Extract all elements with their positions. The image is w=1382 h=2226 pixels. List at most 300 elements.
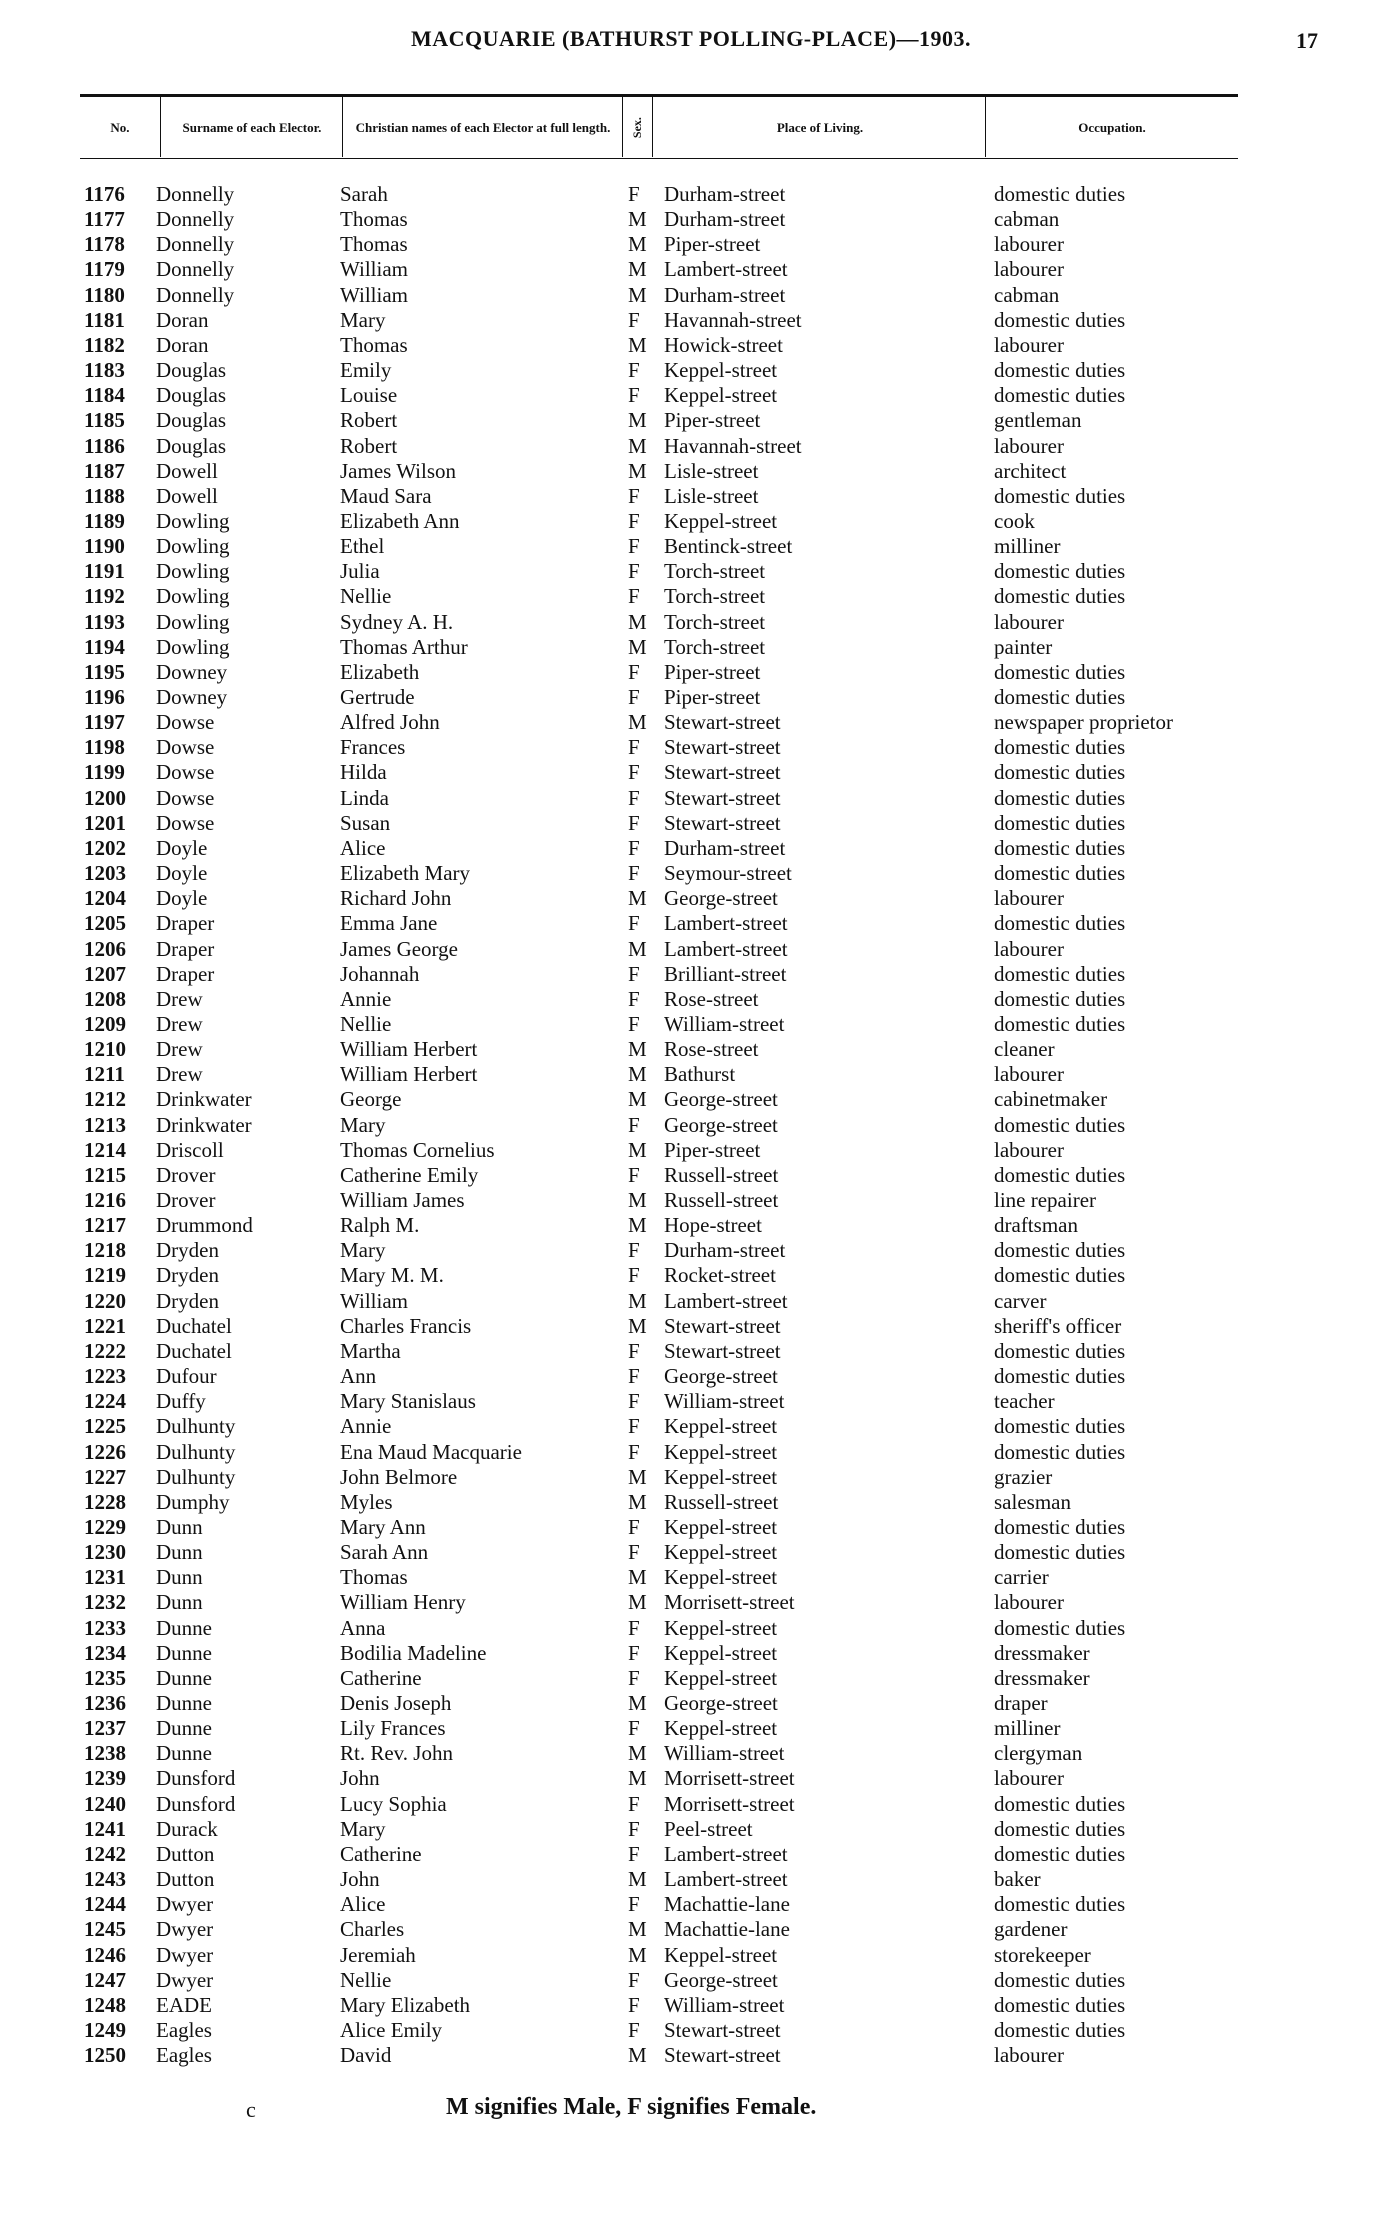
elector-surname: Dwyer bbox=[156, 1942, 214, 1967]
table-row bbox=[0, 534, 1382, 559]
elector-number: 1250 bbox=[84, 2043, 126, 2068]
elector-sex: M bbox=[628, 408, 647, 433]
elector-christian-names: Mary bbox=[340, 1112, 386, 1137]
elector-occupation: labourer bbox=[994, 1137, 1064, 1162]
elector-occupation: domestic duties bbox=[994, 1967, 1126, 1992]
elector-place-of-living: Russell-street bbox=[664, 1489, 779, 1514]
table-row bbox=[0, 1314, 1382, 1339]
elector-sex: F bbox=[628, 358, 640, 383]
elector-christian-names: Nellie bbox=[340, 1011, 392, 1036]
elector-number: 1249 bbox=[84, 2017, 126, 2042]
elector-christian-names: Anna bbox=[340, 1615, 386, 1640]
table-row bbox=[0, 1716, 1382, 1741]
elector-number: 1214 bbox=[84, 1137, 126, 1162]
elector-sex: F bbox=[628, 735, 640, 760]
elector-occupation: storekeeper bbox=[994, 1942, 1091, 1967]
elector-sex: F bbox=[628, 1892, 640, 1917]
elector-sex: F bbox=[628, 1389, 640, 1414]
elector-occupation: domestic duties bbox=[994, 1162, 1126, 1187]
elector-sex: M bbox=[628, 886, 647, 911]
elector-place-of-living: Keppel-street bbox=[664, 1540, 778, 1565]
elector-occupation: salesman bbox=[994, 1489, 1071, 1514]
elector-surname: Doyle bbox=[156, 861, 208, 886]
elector-sex: M bbox=[628, 1766, 647, 1791]
elector-occupation: draper bbox=[994, 1691, 1048, 1715]
elector-christian-names: Mary Stanislaus bbox=[340, 1389, 476, 1414]
elector-surname: Donnelly bbox=[156, 232, 235, 257]
elector-place-of-living: Durham-street bbox=[664, 282, 786, 307]
table-row bbox=[0, 207, 1382, 232]
table-row bbox=[0, 811, 1382, 836]
elector-surname: Dowling bbox=[156, 609, 230, 634]
elector-occupation: domestic duties bbox=[994, 383, 1126, 408]
elector-place-of-living: Stewart-street bbox=[664, 785, 781, 810]
elector-sex: F bbox=[628, 685, 640, 709]
elector-number: 1236 bbox=[84, 1691, 126, 1715]
elector-christian-names: William James bbox=[340, 1188, 465, 1212]
elector-occupation: line repairer bbox=[994, 1188, 1097, 1212]
elector-surname: Dutton bbox=[156, 1867, 215, 1892]
elector-surname: Drover bbox=[156, 1188, 216, 1212]
elector-number: 1205 bbox=[84, 911, 126, 936]
elector-sex: F bbox=[628, 1263, 640, 1288]
elector-number: 1195 bbox=[84, 659, 125, 684]
elector-place-of-living: George-street bbox=[664, 1967, 778, 1992]
elector-place-of-living: Keppel-street bbox=[664, 1464, 778, 1489]
table-row bbox=[0, 232, 1382, 257]
elector-occupation: cook bbox=[994, 508, 1035, 533]
elector-place-of-living: Lambert-street bbox=[664, 911, 788, 936]
elector-place-of-living: Stewart-street bbox=[664, 710, 781, 735]
elector-christian-names: Mary M. M. bbox=[340, 1263, 444, 1288]
elector-surname: Drinkwater bbox=[156, 1087, 252, 1112]
elector-place-of-living: Bathurst bbox=[664, 1062, 736, 1087]
elector-place-of-living: Rocket-street bbox=[664, 1263, 776, 1288]
elector-sex: F bbox=[628, 1540, 640, 1565]
elector-occupation: domestic duties bbox=[994, 1791, 1126, 1816]
elector-christian-names: Thomas bbox=[340, 232, 408, 257]
footer-marker: c bbox=[246, 2097, 256, 2122]
table-row bbox=[0, 1641, 1382, 1666]
elector-sex: F bbox=[628, 1841, 640, 1866]
elector-surname: Dulhunty bbox=[156, 1414, 236, 1439]
table-row bbox=[0, 1012, 1382, 1037]
elector-occupation: domestic duties bbox=[994, 483, 1126, 508]
elector-number: 1200 bbox=[84, 785, 126, 810]
elector-place-of-living: Torch-street bbox=[664, 559, 766, 584]
elector-surname: Drover bbox=[156, 1162, 216, 1187]
elector-number: 1204 bbox=[84, 886, 126, 911]
elector-surname: Dryden bbox=[156, 1288, 219, 1313]
column-header-no: No. bbox=[110, 119, 130, 135]
elector-christian-names: Martha bbox=[340, 1338, 401, 1363]
elector-sex: M bbox=[628, 257, 647, 282]
elector-place-of-living: George-street bbox=[664, 886, 778, 911]
elector-occupation: domestic duties bbox=[994, 785, 1126, 810]
elector-sex: M bbox=[628, 1741, 647, 1766]
elector-sex: F bbox=[628, 383, 640, 408]
elector-christian-names: John bbox=[340, 1867, 380, 1892]
elector-sex: F bbox=[628, 483, 640, 508]
elector-christian-names: Myles bbox=[340, 1489, 393, 1514]
elector-number: 1185 bbox=[84, 408, 125, 433]
elector-occupation: labourer bbox=[994, 609, 1064, 634]
elector-place-of-living: Stewart-street bbox=[664, 1313, 781, 1338]
elector-number: 1219 bbox=[84, 1263, 126, 1288]
elector-place-of-living: Durham-street bbox=[664, 835, 786, 860]
elector-place-of-living: Keppel-street bbox=[664, 1565, 778, 1590]
elector-number: 1242 bbox=[84, 1841, 126, 1866]
elector-surname: Drew bbox=[156, 1011, 203, 1036]
elector-number: 1229 bbox=[84, 1514, 126, 1539]
table-row bbox=[0, 434, 1382, 459]
elector-sex: F bbox=[628, 534, 640, 559]
elector-number: 1176 bbox=[84, 182, 125, 206]
table-row bbox=[0, 484, 1382, 509]
elector-surname: Dowse bbox=[156, 810, 215, 835]
elector-christian-names: Charles bbox=[340, 1917, 405, 1942]
elector-sex: M bbox=[628, 1213, 647, 1238]
elector-occupation: cabman bbox=[994, 282, 1060, 307]
elector-surname: Dowling bbox=[156, 508, 230, 533]
elector-place-of-living: Lisle-street bbox=[664, 483, 759, 508]
elector-occupation: cabman bbox=[994, 207, 1060, 232]
elector-number: 1221 bbox=[84, 1313, 126, 1338]
elector-number: 1230 bbox=[84, 1540, 126, 1565]
table-row bbox=[0, 1842, 1382, 1867]
elector-christian-names: Alfred John bbox=[340, 710, 440, 735]
elector-number: 1212 bbox=[84, 1087, 126, 1112]
elector-surname: Dryden bbox=[156, 1263, 219, 1288]
table-row bbox=[0, 1741, 1382, 1766]
elector-number: 1240 bbox=[84, 1791, 126, 1816]
elector-number: 1243 bbox=[84, 1867, 126, 1892]
table-row bbox=[0, 383, 1382, 408]
elector-place-of-living: Russell-street bbox=[664, 1188, 779, 1212]
elector-christian-names: William Herbert bbox=[340, 1062, 478, 1087]
elector-surname: Dowse bbox=[156, 735, 215, 760]
elector-surname: Dwyer bbox=[156, 1967, 214, 1992]
table-row bbox=[0, 1289, 1382, 1314]
elector-number: 1178 bbox=[84, 232, 125, 257]
column-separator bbox=[985, 97, 986, 157]
elector-place-of-living: Morrisett-street bbox=[664, 1791, 795, 1816]
elector-occupation: labourer bbox=[994, 257, 1064, 282]
elector-sex: F bbox=[628, 1364, 640, 1389]
elector-christian-names: Alice bbox=[340, 835, 386, 860]
elector-christian-names: George bbox=[340, 1087, 402, 1112]
elector-christian-names: Mary Ann bbox=[340, 1514, 426, 1539]
elector-place-of-living: Stewart-street bbox=[664, 760, 781, 785]
table-row bbox=[0, 1968, 1382, 1993]
elector-christian-names: William bbox=[340, 282, 408, 307]
elector-occupation: gardener bbox=[994, 1917, 1068, 1942]
elector-surname: Dunn bbox=[156, 1514, 203, 1539]
elector-number: 1198 bbox=[84, 735, 125, 760]
elector-number: 1222 bbox=[84, 1338, 126, 1363]
elector-surname: Donnelly bbox=[156, 182, 235, 206]
table-row bbox=[0, 635, 1382, 660]
table-row bbox=[0, 1892, 1382, 1917]
elector-place-of-living: Torch-street bbox=[664, 584, 766, 609]
elector-occupation: domestic duties bbox=[994, 1263, 1126, 1288]
elector-place-of-living: William-street bbox=[664, 1741, 785, 1766]
elector-sex: M bbox=[628, 609, 647, 634]
elector-surname: Dryden bbox=[156, 1238, 219, 1263]
column-header-sex bbox=[622, 104, 652, 152]
elector-number: 1224 bbox=[84, 1389, 126, 1414]
elector-christian-names: Annie bbox=[340, 986, 392, 1011]
elector-number: 1201 bbox=[84, 810, 126, 835]
elector-christian-names: James George bbox=[340, 936, 458, 961]
elector-place-of-living: Stewart-street bbox=[664, 810, 781, 835]
elector-surname: Duchatel bbox=[156, 1313, 232, 1338]
elector-occupation: domestic duties bbox=[994, 659, 1126, 684]
elector-occupation: domestic duties bbox=[994, 559, 1126, 584]
elector-christian-names: Alice Emily bbox=[340, 2017, 443, 2042]
table-row bbox=[0, 861, 1382, 886]
table-row bbox=[0, 459, 1382, 484]
table-row bbox=[0, 2018, 1382, 2043]
elector-christian-names: Mary bbox=[340, 1238, 386, 1263]
elector-surname: Dowling bbox=[156, 584, 230, 609]
elector-number: 1220 bbox=[84, 1288, 126, 1313]
elector-surname: Dowell bbox=[156, 483, 218, 508]
elector-christian-names: Thomas Arthur bbox=[340, 634, 468, 659]
elector-surname: Drew bbox=[156, 986, 203, 1011]
elector-occupation: sheriff's officer bbox=[994, 1313, 1122, 1338]
elector-surname: Dowse bbox=[156, 785, 215, 810]
elector-place-of-living: George-street bbox=[664, 1364, 778, 1389]
elector-christian-names: Mary bbox=[340, 1816, 386, 1841]
elector-christian-names: Robert bbox=[340, 408, 398, 433]
elector-sex: F bbox=[628, 961, 640, 986]
header-rule-bottom bbox=[80, 158, 1238, 159]
elector-surname: Dumphy bbox=[156, 1489, 230, 1514]
elector-christian-names: Hilda bbox=[340, 760, 387, 785]
elector-number: 1223 bbox=[84, 1364, 126, 1389]
elector-place-of-living: Keppel-street bbox=[664, 1514, 778, 1539]
elector-place-of-living: Piper-street bbox=[664, 408, 761, 433]
elector-occupation: domestic duties bbox=[994, 1816, 1126, 1841]
elector-number: 1188 bbox=[84, 483, 125, 508]
table-row bbox=[0, 1867, 1382, 1892]
elector-place-of-living: Peel-street bbox=[664, 1816, 753, 1841]
elector-number: 1247 bbox=[84, 1967, 126, 1992]
elector-surname: EADE bbox=[156, 1992, 212, 2017]
elector-number: 1184 bbox=[84, 383, 125, 408]
elector-place-of-living: Keppel-street bbox=[664, 1942, 778, 1967]
elector-occupation: gentleman bbox=[994, 408, 1082, 433]
elector-place-of-living: Rose-street bbox=[664, 986, 759, 1011]
elector-sex: M bbox=[628, 634, 647, 659]
elector-surname: Duffy bbox=[156, 1389, 206, 1414]
elector-occupation: milliner bbox=[994, 1716, 1061, 1741]
table-row bbox=[0, 1440, 1382, 1465]
elector-place-of-living: Piper-street bbox=[664, 1137, 761, 1162]
elector-number: 1233 bbox=[84, 1615, 126, 1640]
elector-occupation: newspaper proprietor bbox=[994, 710, 1174, 735]
elector-christian-names: Catherine bbox=[340, 1665, 422, 1690]
elector-occupation: domestic duties bbox=[994, 358, 1126, 383]
table-row bbox=[0, 1238, 1382, 1263]
elector-place-of-living: Havannah-street bbox=[664, 307, 802, 332]
elector-christian-names: Bodilia Madeline bbox=[340, 1640, 487, 1665]
elector-christian-names: Ethel bbox=[340, 534, 385, 559]
table-row bbox=[0, 760, 1382, 785]
elector-sex: M bbox=[628, 1087, 647, 1112]
elector-place-of-living: Lambert-street bbox=[664, 257, 788, 282]
table-row bbox=[0, 1666, 1382, 1691]
elector-surname: Dunn bbox=[156, 1590, 203, 1615]
table-row bbox=[0, 1943, 1382, 1968]
elector-number: 1241 bbox=[84, 1816, 126, 1841]
elector-occupation: labourer bbox=[994, 1062, 1064, 1087]
elector-christian-names: Alice bbox=[340, 1892, 386, 1917]
elector-place-of-living: Keppel-street bbox=[664, 1640, 778, 1665]
table-row bbox=[0, 735, 1382, 760]
elector-occupation: labourer bbox=[994, 433, 1064, 458]
elector-christian-names: Ann bbox=[340, 1364, 377, 1389]
elector-occupation: labourer bbox=[994, 2043, 1064, 2068]
column-header-occupation: Occupation. bbox=[1078, 119, 1146, 135]
elector-sex: F bbox=[628, 785, 640, 810]
table-row bbox=[0, 660, 1382, 685]
elector-number: 1246 bbox=[84, 1942, 126, 1967]
elector-surname: Durack bbox=[156, 1816, 218, 1841]
elector-surname: Driscoll bbox=[156, 1137, 224, 1162]
elector-place-of-living: Keppel-street bbox=[664, 1615, 778, 1640]
elector-surname: Downey bbox=[156, 659, 228, 684]
elector-surname: Dowell bbox=[156, 458, 218, 483]
table-row bbox=[0, 1817, 1382, 1842]
elector-surname: Douglas bbox=[156, 433, 226, 458]
elector-number: 1231 bbox=[84, 1565, 126, 1590]
elector-surname: Douglas bbox=[156, 383, 226, 408]
table-row bbox=[0, 182, 1382, 207]
table-row bbox=[0, 1364, 1382, 1389]
elector-sex: F bbox=[628, 1011, 640, 1036]
table-row bbox=[0, 1414, 1382, 1439]
table-row bbox=[0, 257, 1382, 282]
elector-surname: Drinkwater bbox=[156, 1112, 252, 1137]
elector-surname: Doran bbox=[156, 307, 209, 332]
elector-surname: Dwyer bbox=[156, 1892, 214, 1917]
elector-occupation: domestic duties bbox=[994, 182, 1126, 206]
column-header-surname: Surname of each Elector. bbox=[182, 119, 322, 135]
elector-occupation: domestic duties bbox=[994, 1338, 1126, 1363]
elector-occupation: labourer bbox=[994, 332, 1064, 357]
elector-number: 1227 bbox=[84, 1464, 126, 1489]
elector-number: 1180 bbox=[84, 282, 125, 307]
page-title: MACQUARIE (BATHURST POLLING-PLACE)—1903. bbox=[410, 26, 972, 51]
elector-occupation: dressmaker bbox=[994, 1665, 1090, 1690]
elector-occupation: milliner bbox=[994, 534, 1061, 559]
elector-christian-names: Thomas bbox=[340, 1565, 408, 1590]
elector-place-of-living: Keppel-street bbox=[664, 1439, 778, 1464]
elector-place-of-living: William-street bbox=[664, 1389, 785, 1414]
table-row bbox=[0, 283, 1382, 308]
elector-occupation: domestic duties bbox=[994, 1514, 1126, 1539]
elector-sex: M bbox=[628, 1691, 647, 1715]
elector-sex: F bbox=[628, 1816, 640, 1841]
elector-surname: Dowse bbox=[156, 710, 215, 735]
elector-christian-names: Elizabeth bbox=[340, 659, 420, 684]
elector-surname: Dowse bbox=[156, 760, 215, 785]
elector-surname: Dunne bbox=[156, 1716, 212, 1741]
elector-sex: F bbox=[628, 559, 640, 584]
table-row bbox=[0, 1616, 1382, 1641]
elector-sex: F bbox=[628, 2017, 640, 2042]
elector-surname: Dunsford bbox=[156, 1766, 236, 1791]
elector-christian-names: Nellie bbox=[340, 1967, 392, 1992]
column-separator bbox=[342, 97, 343, 157]
elector-christian-names: William Herbert bbox=[340, 1037, 478, 1062]
elector-christian-names: Annie bbox=[340, 1414, 392, 1439]
elector-place-of-living: Lambert-street bbox=[664, 1288, 788, 1313]
elector-occupation: domestic duties bbox=[994, 810, 1126, 835]
elector-sex: M bbox=[628, 710, 647, 735]
elector-number: 1191 bbox=[84, 559, 125, 584]
elector-christian-names: Julia bbox=[340, 559, 380, 584]
elector-sex: F bbox=[628, 1615, 640, 1640]
elector-sex: F bbox=[628, 1716, 640, 1741]
table-row bbox=[0, 408, 1382, 433]
elector-place-of-living: Piper-street bbox=[664, 232, 761, 257]
elector-number: 1234 bbox=[84, 1640, 126, 1665]
elector-sex: M bbox=[628, 232, 647, 257]
elector-place-of-living: Keppel-street bbox=[664, 1665, 778, 1690]
elector-sex: F bbox=[628, 659, 640, 684]
elector-sex: F bbox=[628, 1238, 640, 1263]
elector-surname: Donnelly bbox=[156, 257, 235, 282]
elector-christian-names: William bbox=[340, 1288, 408, 1313]
column-header-christian-names: Christian names of each Elector at full length. bbox=[355, 119, 611, 135]
elector-place-of-living: Durham-street bbox=[664, 207, 786, 232]
elector-occupation: baker bbox=[994, 1867, 1041, 1892]
elector-place-of-living: Stewart-street bbox=[664, 735, 781, 760]
elector-number: 1225 bbox=[84, 1414, 126, 1439]
elector-sex: M bbox=[628, 1062, 647, 1087]
elector-occupation: domestic duties bbox=[994, 307, 1126, 332]
elector-number: 1192 bbox=[84, 584, 125, 609]
elector-place-of-living: Stewart-street bbox=[664, 2043, 781, 2068]
elector-christian-names: Richard John bbox=[340, 886, 452, 911]
table-row bbox=[0, 1917, 1382, 1942]
elector-christian-names: John bbox=[340, 1766, 380, 1791]
elector-sex: M bbox=[628, 1137, 647, 1162]
elector-surname: Draper bbox=[156, 936, 215, 961]
elector-surname: Dowling bbox=[156, 534, 230, 559]
elector-place-of-living: William-street bbox=[664, 1992, 785, 2017]
elector-christian-names: Robert bbox=[340, 433, 398, 458]
table-row bbox=[0, 1339, 1382, 1364]
elector-place-of-living: Seymour-street bbox=[664, 861, 792, 886]
elector-christian-names: Ena Maud Macquarie bbox=[340, 1439, 522, 1464]
table-row bbox=[0, 1792, 1382, 1817]
elector-place-of-living: Keppel-street bbox=[664, 1716, 778, 1741]
elector-place-of-living: George-street bbox=[664, 1087, 778, 1112]
table-row bbox=[0, 2043, 1382, 2068]
elector-sex: F bbox=[628, 810, 640, 835]
table-row bbox=[0, 610, 1382, 635]
table-row bbox=[0, 308, 1382, 333]
elector-occupation: domestic duties bbox=[994, 986, 1126, 1011]
elector-christian-names: Thomas Cornelius bbox=[340, 1137, 495, 1162]
table-row bbox=[0, 584, 1382, 609]
elector-number: 1197 bbox=[84, 710, 125, 735]
elector-surname: Dutton bbox=[156, 1841, 215, 1866]
